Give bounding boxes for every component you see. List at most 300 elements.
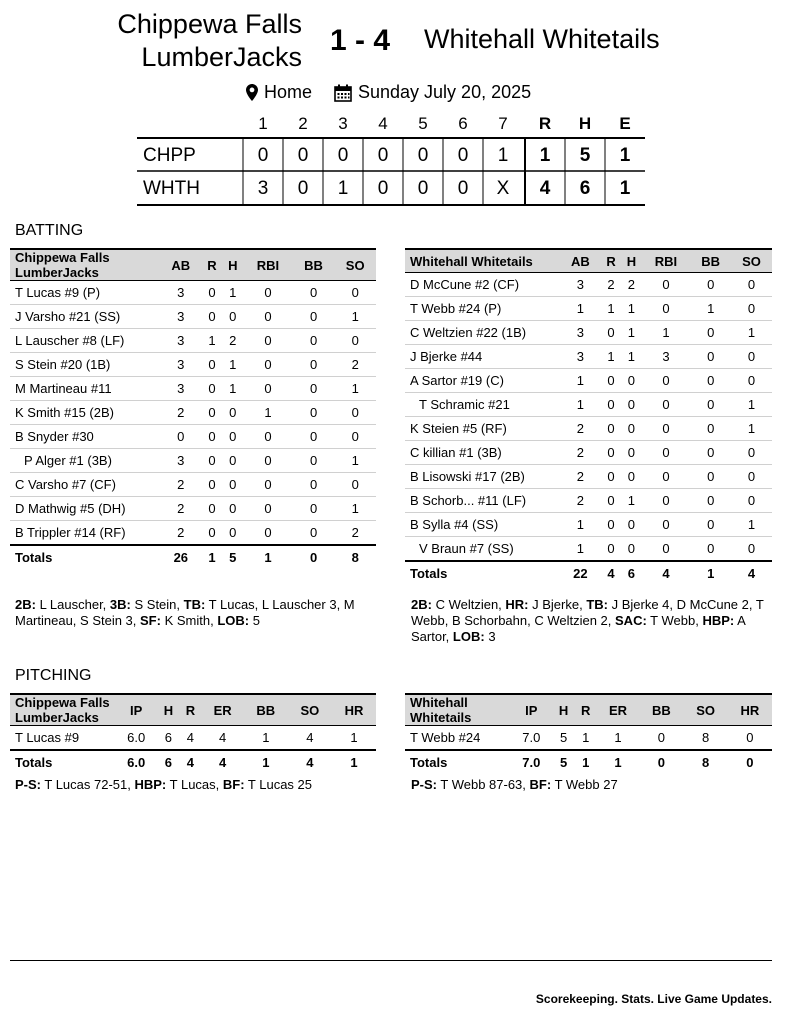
note-key: HBP:: [702, 613, 735, 628]
stat-rbi: 0: [243, 473, 293, 497]
stat-so: 1: [334, 497, 376, 521]
table-row: [405, 273, 772, 297]
total-hr: 0: [728, 750, 772, 774]
home-batting-table: [10, 248, 376, 569]
totals-label: Totals: [405, 561, 560, 585]
stat-ab: 1: [560, 369, 601, 393]
linescore-team-abbr: WHTH: [143, 178, 200, 199]
pitching-section-title: PITCHING: [15, 667, 92, 684]
table-header-rbi: RBI: [243, 249, 293, 281]
note-value: J Bjerke 4, D McCune 2, T Webb, B Schorbahn, C Weltzien 2,: [411, 597, 764, 628]
stat-bb: 0: [690, 489, 731, 513]
note-key: 3B:: [109, 597, 131, 612]
linescore-cell: 1: [619, 178, 631, 199]
note-key: 2B:: [15, 597, 36, 612]
note-key: BF:: [529, 777, 552, 792]
note-value: T Webb 87-63,: [437, 777, 530, 792]
note-key: P-S:: [411, 777, 437, 792]
stat-so: 0: [334, 473, 376, 497]
stat-so: 0: [731, 465, 772, 489]
linescore-cell: 0: [297, 178, 309, 199]
totals-row: [405, 561, 772, 585]
stat-h: 2: [621, 273, 641, 297]
stat-rbi: 0: [642, 417, 691, 441]
stat-h: 0: [222, 449, 243, 473]
note-value: S Stein,: [130, 597, 184, 612]
linescore-header-1: 1: [258, 114, 268, 133]
stat-h: 0: [621, 369, 641, 393]
stat-so: 0: [334, 281, 376, 305]
total-so: 4: [288, 750, 332, 774]
stat-r: 0: [202, 425, 223, 449]
table-header-r: R: [179, 694, 201, 726]
stat-bb: 0: [690, 393, 731, 417]
stat-ab: 3: [560, 345, 601, 369]
stat-r: 0: [202, 377, 223, 401]
stat-h: 0: [621, 417, 641, 441]
table-header-so: SO: [288, 694, 332, 726]
stat-er: 4: [201, 726, 243, 751]
table-row: [405, 393, 772, 417]
note-value: J Bjerke,: [528, 597, 587, 612]
linescore-cell: 1: [539, 145, 551, 166]
note-value: T Lucas,: [166, 777, 223, 792]
linescore-header-4: 4: [378, 114, 388, 133]
note-value: T Webb,: [646, 613, 703, 628]
totals-label: Totals: [10, 750, 115, 774]
note-key: TB:: [183, 597, 206, 612]
stat-r: 1: [575, 726, 597, 751]
player-name: L Lauscher #8 (LF): [10, 329, 160, 353]
stat-h: 0: [621, 393, 641, 417]
total-ab: 22: [560, 561, 601, 585]
stat-r: 0: [601, 369, 621, 393]
stat-er: 1: [597, 726, 640, 751]
table-header-h: H: [157, 694, 179, 726]
table-row: [405, 465, 772, 489]
stat-ab: 1: [560, 537, 601, 562]
stat-h: 0: [621, 441, 641, 465]
table-row: [10, 521, 376, 546]
table-header-ip: IP: [510, 694, 553, 726]
stat-r: 0: [601, 441, 621, 465]
final-score: 1 - 4: [330, 24, 391, 57]
stat-bb: 0: [690, 441, 731, 465]
player-name: B Schorb... #11 (LF): [405, 489, 560, 513]
note-value: 5: [249, 613, 260, 628]
stat-h: 0: [621, 537, 641, 562]
total-h: 6: [621, 561, 641, 585]
total-so: 8: [683, 750, 727, 774]
stat-ab: 3: [560, 273, 601, 297]
table-header-er: ER: [201, 694, 243, 726]
total-er: 4: [201, 750, 243, 774]
table-row: [405, 369, 772, 393]
table-header-so: SO: [683, 694, 727, 726]
table-row: [10, 377, 376, 401]
stat-h: 1: [621, 345, 641, 369]
linescore-cell: 0: [297, 145, 309, 166]
note-key: LOB:: [217, 613, 250, 628]
stat-so: 1: [731, 417, 772, 441]
note-key: BF:: [222, 777, 245, 792]
stat-bb: 0: [690, 465, 731, 489]
home-batting-notes: [15, 597, 377, 629]
player-name: B Lisowski #17 (2B): [405, 465, 560, 489]
stat-r: 0: [202, 449, 223, 473]
stat-so: 1: [334, 305, 376, 329]
player-name: C Weltzien #22 (1B): [405, 321, 560, 345]
note-value: L Lauscher,: [35, 597, 110, 612]
stat-h: 5: [553, 726, 575, 751]
stat-rbi: 0: [243, 521, 293, 546]
stat-ab: 2: [560, 489, 601, 513]
note-value: C Weltzien,: [431, 597, 506, 612]
footer-divider: [10, 960, 772, 961]
total-bb: 0: [293, 545, 335, 569]
total-ab: 26: [160, 545, 202, 569]
stat-so: 0: [731, 489, 772, 513]
table-row: [10, 353, 376, 377]
total-r: 4: [179, 750, 201, 774]
stat-rbi: 0: [642, 441, 691, 465]
stat-rbi: 0: [243, 305, 293, 329]
stat-ab: 2: [560, 441, 601, 465]
table-row: [405, 345, 772, 369]
stat-ab: 1: [560, 297, 601, 321]
stat-ab: 3: [160, 281, 202, 305]
note-value: T Lucas 25: [244, 777, 313, 792]
table-header-team: Whitehall Whitetails: [405, 694, 510, 726]
total-h: 5: [553, 750, 575, 774]
table-header-r: R: [601, 249, 621, 273]
table-header-er: ER: [597, 694, 640, 726]
linescore-header-2: 2: [298, 114, 308, 133]
total-so: 8: [334, 545, 376, 569]
table-header-bb: BB: [639, 694, 683, 726]
linescore-cell: 0: [417, 145, 429, 166]
stat-r: 4: [179, 726, 201, 751]
stat-h: 0: [222, 497, 243, 521]
linescore-cell: 0: [457, 178, 469, 199]
stat-so: 0: [731, 537, 772, 562]
totals-row: [10, 750, 376, 774]
stat-bb: 0: [293, 353, 335, 377]
away-batting-notes: [411, 597, 773, 645]
stat-so: 1: [731, 513, 772, 537]
stat-rbi: 0: [642, 465, 691, 489]
stat-rbi: 0: [642, 393, 691, 417]
stat-bb: 0: [293, 449, 335, 473]
linescore-header-6: 6: [458, 114, 468, 133]
stat-so: 0: [731, 441, 772, 465]
table-row: [405, 321, 772, 345]
stat-r: 0: [202, 353, 223, 377]
total-ip: 7.0: [510, 750, 553, 774]
player-name: S Stein #20 (1B): [10, 353, 160, 377]
table-header-h: H: [553, 694, 575, 726]
total-r: 1: [575, 750, 597, 774]
away-team-name: Whitehall Whitetails: [424, 24, 660, 54]
stat-ip: 7.0: [510, 726, 553, 751]
player-name: J Bjerke #44: [405, 345, 560, 369]
note-value: T Webb 27: [551, 777, 618, 792]
stat-ab: 2: [560, 417, 601, 441]
stat-so: 1: [731, 393, 772, 417]
table-row: [405, 513, 772, 537]
total-rbi: 1: [243, 545, 293, 569]
linescore-cell: 1: [497, 145, 509, 166]
linescore-cell: X: [496, 178, 510, 199]
note-key: LOB:: [452, 629, 485, 644]
player-name: T Schramic #21: [405, 393, 560, 417]
home-team-name-line2: LumberJacks: [141, 42, 302, 72]
table-header-bb: BB: [690, 249, 731, 273]
stat-r: 2: [601, 273, 621, 297]
table-row: [405, 489, 772, 513]
total-r: 1: [202, 545, 223, 569]
player-name: C killian #1 (3B): [405, 441, 560, 465]
stat-r: 0: [601, 489, 621, 513]
stat-r: 0: [601, 417, 621, 441]
stat-bb: 0: [690, 537, 731, 562]
table-row: [10, 425, 376, 449]
stat-rbi: 1: [642, 321, 691, 345]
table-header-so: SO: [334, 249, 376, 281]
stat-rbi: 3: [642, 345, 691, 369]
stat-ab: 3: [160, 329, 202, 353]
stat-rbi: 0: [243, 329, 293, 353]
stat-r: 0: [601, 537, 621, 562]
stat-h: 1: [621, 321, 641, 345]
stat-bb: 0: [293, 497, 335, 521]
stat-r: 1: [601, 297, 621, 321]
total-hr: 1: [332, 750, 376, 774]
stat-so: 0: [731, 369, 772, 393]
stat-rbi: 0: [243, 377, 293, 401]
table-header-r: R: [575, 694, 597, 726]
stat-r: 0: [202, 281, 223, 305]
table-row: [10, 401, 376, 425]
stat-so: 8: [683, 726, 727, 751]
totals-label: Totals: [405, 750, 510, 774]
stat-rbi: 0: [642, 369, 691, 393]
stat-h: 1: [222, 353, 243, 377]
stat-h: 0: [222, 425, 243, 449]
totals-row: [10, 545, 376, 569]
stat-r: 0: [601, 321, 621, 345]
table-header-bb: BB: [244, 694, 288, 726]
stat-h: 0: [621, 513, 641, 537]
table-header-team: Chippewa Falls LumberJacks: [10, 249, 160, 281]
table-header-r: R: [202, 249, 223, 281]
linescore-cell: 0: [337, 145, 349, 166]
linescore-header-h: H: [578, 114, 592, 133]
linescore-cell: 0: [377, 178, 389, 199]
totals-label: Totals: [10, 545, 160, 569]
total-bb: 1: [244, 750, 288, 774]
stat-so: 2: [334, 521, 376, 546]
table-header-h: H: [621, 249, 641, 273]
total-er: 1: [597, 750, 640, 774]
total-r: 4: [601, 561, 621, 585]
stat-ab: 1: [560, 513, 601, 537]
stat-so: 0: [334, 329, 376, 353]
total-h: 6: [157, 750, 179, 774]
player-name: B Sylla #4 (SS): [405, 513, 560, 537]
stat-ab: 2: [160, 401, 202, 425]
location-label: Home: [264, 82, 313, 102]
total-bb: 0: [639, 750, 683, 774]
table-header-ip: IP: [115, 694, 157, 726]
linescore-cell: 1: [619, 145, 631, 166]
home-pitching-notes: [15, 777, 377, 793]
stat-ab: 2: [160, 521, 202, 546]
stat-r: 0: [202, 401, 223, 425]
table-row: [10, 497, 376, 521]
stat-h: 1: [621, 297, 641, 321]
stat-hr: 0: [728, 726, 772, 751]
stat-r: 0: [202, 521, 223, 546]
stat-h: 2: [222, 329, 243, 353]
stat-so: 0: [334, 425, 376, 449]
player-name: K Steien #5 (RF): [405, 417, 560, 441]
stat-ab: 2: [160, 473, 202, 497]
table-header-team: Whitehall Whitetails: [405, 249, 560, 273]
linescore-cell: 0: [417, 178, 429, 199]
table-header-team: Chippewa Falls LumberJacks: [10, 694, 115, 726]
stat-so: 0: [731, 297, 772, 321]
linescore-team-abbr: CHPP: [143, 145, 196, 166]
table-header-so: SO: [731, 249, 772, 273]
note-key: SF:: [140, 613, 161, 628]
linescore-cell: 4: [539, 178, 551, 199]
linescore-cell: 6: [579, 178, 591, 199]
stat-rbi: 0: [243, 425, 293, 449]
note-key: HR:: [505, 597, 529, 612]
away-pitching-notes: [411, 777, 773, 793]
stat-rbi: 0: [642, 273, 691, 297]
stat-ab: 2: [160, 497, 202, 521]
stat-h: 0: [222, 521, 243, 546]
table-row: [10, 449, 376, 473]
stat-r: 0: [202, 305, 223, 329]
stat-r: 0: [202, 497, 223, 521]
player-name: D McCune #2 (CF): [405, 273, 560, 297]
player-name: T Lucas #9 (P): [10, 281, 160, 305]
stat-so: 1: [334, 449, 376, 473]
table-row: [405, 726, 772, 751]
stat-so: 1: [731, 321, 772, 345]
stat-h: 0: [222, 401, 243, 425]
stat-bb: 0: [639, 726, 683, 751]
stat-bb: 0: [690, 513, 731, 537]
stat-ab: 3: [160, 449, 202, 473]
stat-rbi: 0: [642, 489, 691, 513]
stat-rbi: 0: [243, 353, 293, 377]
table-header-ab: AB: [160, 249, 202, 281]
table-header-bb: BB: [293, 249, 335, 281]
stat-rbi: 1: [243, 401, 293, 425]
stat-rbi: 0: [642, 297, 691, 321]
stat-bb: 0: [690, 369, 731, 393]
total-ip: 6.0: [115, 750, 157, 774]
linescore-header-7: 7: [498, 114, 508, 133]
table-row: [405, 537, 772, 562]
footer-tagline: Scorekeeping. Stats. Live Game Updates.: [535, 992, 772, 1006]
stat-ab: 3: [160, 377, 202, 401]
stat-bb: 0: [293, 473, 335, 497]
table-row: [10, 726, 376, 751]
stat-h: 1: [222, 377, 243, 401]
stat-bb: 0: [293, 401, 335, 425]
stat-bb: 0: [293, 329, 335, 353]
table-row: [10, 473, 376, 497]
table-row: [405, 297, 772, 321]
stat-ab: 3: [160, 353, 202, 377]
stat-so: 2: [334, 353, 376, 377]
stat-ab: 3: [560, 321, 601, 345]
stat-h: 0: [222, 305, 243, 329]
stat-h: 0: [621, 465, 641, 489]
player-name: C Varsho #7 (CF): [10, 473, 160, 497]
stat-rbi: 0: [642, 537, 691, 562]
note-key: HBP:: [134, 777, 167, 792]
note-key: SAC:: [615, 613, 647, 628]
stat-bb: 0: [690, 273, 731, 297]
stat-ip: 6.0: [115, 726, 157, 751]
linescore-grid: [0, 0, 800, 220]
home-pitching-table: [10, 693, 376, 774]
player-name: V Braun #7 (SS): [405, 537, 560, 562]
stat-r: 0: [601, 465, 621, 489]
linescore-header-3: 3: [338, 114, 348, 133]
player-name: P Alger #1 (3B): [10, 449, 160, 473]
stat-r: 0: [601, 393, 621, 417]
note-value: A Sartor,: [411, 613, 746, 644]
stat-so: 0: [334, 401, 376, 425]
totals-row: [405, 750, 772, 774]
stat-rbi: 0: [243, 281, 293, 305]
stat-ab: 3: [160, 305, 202, 329]
linescore-header-5: 5: [418, 114, 428, 133]
linescore-cell: 0: [377, 145, 389, 166]
table-header-rbi: RBI: [642, 249, 691, 273]
stat-bb: 0: [690, 345, 731, 369]
player-name: T Webb #24: [405, 726, 510, 751]
stat-h: 6: [157, 726, 179, 751]
stat-r: 0: [202, 473, 223, 497]
away-batting-table: [405, 248, 772, 585]
note-key: P-S:: [15, 777, 41, 792]
player-name: D Mathwig #5 (DH): [10, 497, 160, 521]
table-row: [405, 441, 772, 465]
linescore-cell: 1: [337, 178, 349, 199]
player-name: T Webb #24 (P): [405, 297, 560, 321]
home-team-name-line1: Chippewa Falls: [117, 9, 302, 39]
table-header-ab: AB: [560, 249, 601, 273]
stat-bb: 0: [293, 377, 335, 401]
stat-ab: 2: [560, 465, 601, 489]
linescore-cell: 0: [457, 145, 469, 166]
table-row: [405, 417, 772, 441]
stat-bb: 0: [293, 521, 335, 546]
table-header-hr: HR: [728, 694, 772, 726]
stat-h: 1: [621, 489, 641, 513]
note-key: 2B:: [411, 597, 432, 612]
stat-bb: 0: [293, 425, 335, 449]
stat-bb: 0: [293, 305, 335, 329]
